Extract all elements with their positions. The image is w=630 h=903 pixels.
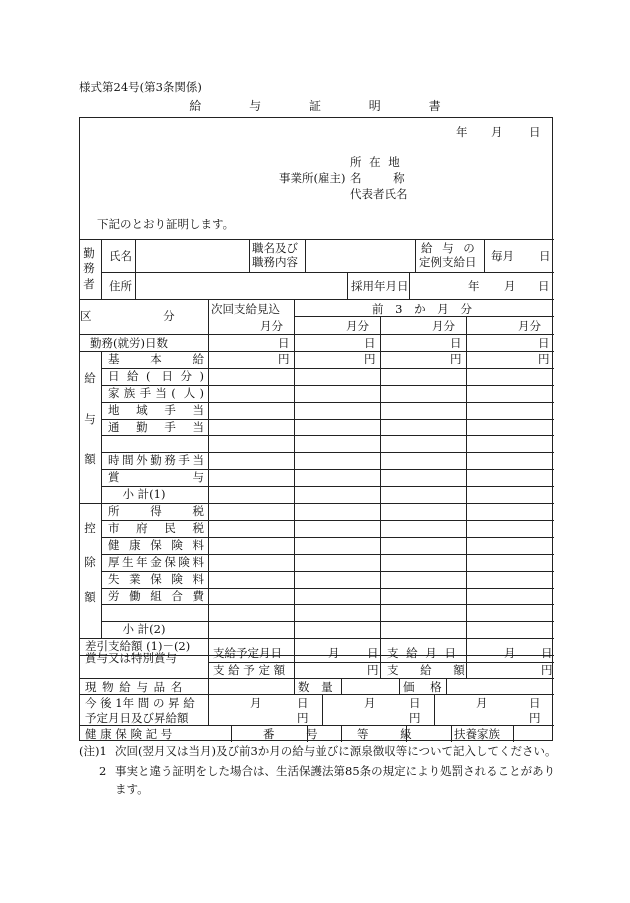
- rule-vertical: [294, 678, 295, 694]
- employee-section-label-char: 務: [83, 261, 95, 276]
- position-label-line2: 職務内容: [252, 255, 298, 269]
- rule-vertical: [322, 694, 323, 725]
- prev-months-header: 前 3 か 月 分: [372, 302, 476, 316]
- in-kind-label: 現 物 給 与 品 名: [85, 680, 184, 694]
- representative-label: 代表者氏名: [350, 187, 408, 201]
- deduction-group-label-char: 控: [84, 520, 96, 535]
- salary-item-label: 賞 与: [108, 470, 204, 484]
- base-pay-yen-unit-1: 円: [364, 352, 376, 366]
- rule-vertical: [451, 725, 452, 742]
- payday-label-line1: 給 与 の: [421, 241, 478, 255]
- salary-group-label-char: 額: [84, 452, 96, 467]
- bonus-scheduled-month-unit: 月: [328, 646, 340, 660]
- raise-label-line1: 今 後 1年 間 の 昇 給: [85, 696, 195, 710]
- rule-vertical: [380, 316, 381, 334]
- deduction-item-label: 厚生年金保険料: [108, 555, 204, 569]
- rule-employee-mid: [101, 272, 554, 273]
- rule-vertical: [294, 334, 295, 655]
- rule-vertical: [231, 725, 232, 742]
- note-1: [79, 742, 559, 760]
- rule-vertical: [347, 272, 348, 299]
- rule-inkind-bottom: [80, 694, 554, 695]
- bonus-label: 賞与又は特別賞与: [85, 651, 177, 665]
- base-pay-yen-unit-3: 円: [538, 352, 550, 366]
- rule-vertical: [249, 239, 250, 272]
- hire-date-label: 採用年月日: [351, 279, 409, 293]
- office-prefix-label: 事業所(雇主): [279, 171, 346, 185]
- date-month-unit: 月: [491, 125, 503, 139]
- quantity-label: 数 量: [298, 680, 337, 694]
- subtotal2-label: 小 計(2): [122, 622, 166, 636]
- rule-vertical: [409, 272, 410, 299]
- rule-row: [101, 604, 554, 605]
- form-number-label: 様式第24号(第3条関係): [79, 80, 202, 94]
- rule-vertical: [208, 655, 209, 678]
- location-label: 所 在 地: [350, 155, 402, 169]
- note-1-text: 次回(翌月又は当月)及び前3か月の給与並びに源泉徴収等について記入してください。: [115, 744, 557, 758]
- rule-employee-top: [80, 239, 554, 240]
- prev-month1-unit: 月分: [346, 319, 369, 333]
- rule-vertical: [399, 678, 400, 694]
- category-header: 区 分: [80, 309, 209, 323]
- net-pay-label: 差引支給額 (1)－(2): [85, 639, 191, 653]
- salary-item-label: 日給( 日分): [108, 369, 204, 383]
- rule-vertical: [294, 655, 295, 678]
- rule-vertical: [208, 334, 209, 655]
- payday-day-unit: 日: [539, 249, 551, 263]
- date-year-unit: 年: [456, 125, 468, 139]
- raise-month-unit-0: 月: [250, 696, 262, 710]
- work-days-next-unit: 日: [278, 336, 290, 350]
- deduction-item-label: 所 得 税: [108, 504, 204, 518]
- rule-employee-bottom: [80, 299, 554, 300]
- work-days-m1-unit: 日: [364, 336, 376, 350]
- bonus-paid-yen-unit: 円: [541, 663, 553, 677]
- rule-bonus-bottom: [80, 678, 554, 679]
- next-month-unit: 月分: [260, 319, 283, 333]
- rule-row: [101, 621, 554, 622]
- certificate-form: [79, 117, 553, 741]
- document-title: 給 与 証 明 書: [189, 99, 463, 113]
- salary-item-label: 時間外勤務手当: [108, 453, 204, 467]
- rule-vertical: [101, 239, 102, 299]
- salary-group-label-char: 給: [84, 371, 96, 386]
- rule-horizontal: [80, 334, 554, 335]
- deduction-item-label: 市 府 民 税: [108, 521, 204, 535]
- note-1-prefix: (注)1: [79, 744, 107, 758]
- rule-vertical: [484, 239, 485, 272]
- rule-vertical: [466, 316, 467, 334]
- certification-statement: 下記のとおり証明します。: [97, 217, 235, 231]
- rule-vertical: [466, 334, 467, 655]
- office-name-label: 名 称: [350, 171, 419, 185]
- raise-label-line2: 予定月日及び昇給額: [85, 711, 189, 725]
- hire-month-unit: 月: [504, 279, 516, 293]
- raise-yen-unit-1: 円: [409, 711, 421, 725]
- deduction-item-label: 労 働 組 合 費: [108, 589, 204, 603]
- work-days-m2-unit: 日: [450, 336, 462, 350]
- rule-vertical: [380, 655, 381, 678]
- bonus-paid-date-label: 支 給 月 日: [387, 646, 458, 660]
- notes-section: [79, 742, 559, 798]
- employee-section-label: [82, 246, 96, 292]
- position-label-line1: 職名及び: [252, 241, 298, 255]
- base-pay-yen-unit-0: 円: [278, 352, 290, 366]
- base-pay-yen-unit-2: 円: [450, 352, 462, 366]
- work-days-label: 勤務(就労)日数: [90, 336, 168, 350]
- hire-day-unit: 日: [538, 279, 550, 293]
- monthly-label: 毎月: [491, 249, 514, 263]
- rule-vertical: [380, 334, 381, 655]
- hire-year-unit: 年: [468, 279, 480, 293]
- rule-horizontal: [294, 316, 554, 317]
- subtotal1-label: 小 計(1): [122, 487, 166, 501]
- health-insurance-label: 健 康 保 険 記 号: [85, 727, 173, 741]
- rule-vertical: [513, 725, 514, 742]
- rule-raise-bottom: [80, 725, 554, 726]
- raise-yen-unit-2: 円: [529, 711, 541, 725]
- note-2: [79, 762, 559, 798]
- employee-section-label-char: 者: [83, 276, 95, 291]
- prev-month2-unit: 月分: [432, 319, 455, 333]
- prev-month3-unit: 月分: [518, 319, 541, 333]
- rule-vertical: [434, 694, 435, 725]
- employee-section-label-char: 勤: [83, 245, 95, 260]
- rule-vertical: [305, 239, 306, 272]
- bonus-scheduled-day-unit: 日: [367, 646, 379, 660]
- address-label: 住所: [109, 279, 132, 293]
- bonus-scheduled-date-label: 支給予定月日: [213, 646, 282, 660]
- insurance-grade-label: 等 級: [357, 727, 426, 741]
- raise-month-unit-1: 月: [364, 696, 376, 710]
- deduction-item-label: 失 業 保 険 料: [108, 572, 204, 586]
- bonus-scheduled-amount-label: 支 給 予 定 額: [213, 663, 286, 677]
- deduction-group-label: [83, 511, 97, 615]
- bonus-paid-month-unit: 月: [504, 646, 516, 660]
- salary-item-label: 通 勤 手 当: [108, 420, 204, 434]
- rule-vertical: [415, 239, 416, 272]
- raise-day-unit-0: 日: [297, 696, 309, 710]
- deduction-item-label: 健 康 保 険 料: [108, 538, 204, 552]
- salary-group-label-char: 与: [84, 411, 96, 426]
- rule-row: [101, 435, 554, 436]
- bonus-paid-amount-label: 支 給 額: [387, 663, 474, 677]
- deduction-group-label-char: 除: [84, 555, 96, 570]
- insurance-number-label: 番 号: [263, 727, 332, 741]
- rule-vertical: [208, 694, 209, 725]
- note-2-prefix: 2: [99, 764, 107, 778]
- rule-vertical: [135, 239, 136, 299]
- raise-day-unit-2: 日: [529, 696, 541, 710]
- payday-label-line2: 定例支給日: [419, 255, 477, 269]
- note-2-text: 事実と違う証明をした場合は、生活保護法第85条の規定により処罰されることがあります。: [115, 764, 556, 796]
- raise-yen-unit-0: 円: [297, 711, 309, 725]
- salary-item-label: 家族手当( 人): [108, 386, 204, 400]
- dependents-label: 扶養家族: [454, 727, 500, 741]
- rule-row: [101, 486, 554, 487]
- rule-vertical: [208, 678, 209, 694]
- rule-vertical: [341, 678, 342, 694]
- salary-item-label: 地 域 手 当: [108, 403, 204, 417]
- date-day-unit: 日: [529, 125, 541, 139]
- price-label: 価 格: [403, 680, 448, 694]
- rule-vertical: [341, 725, 342, 742]
- raise-month-unit-2: 月: [476, 696, 488, 710]
- bonus-scheduled-yen-unit: 円: [367, 663, 379, 677]
- name-label: 氏名: [109, 249, 132, 263]
- salary-group-label: [83, 359, 97, 480]
- raise-day-unit-1: 日: [409, 696, 421, 710]
- deduction-group-label-char: 額: [84, 589, 96, 604]
- bonus-paid-day-unit: 日: [541, 646, 553, 660]
- next-payment-header: 次回支給見込: [211, 302, 280, 316]
- salary-item-label: 基 本 給: [108, 352, 204, 366]
- work-days-m3-unit: 日: [538, 336, 550, 350]
